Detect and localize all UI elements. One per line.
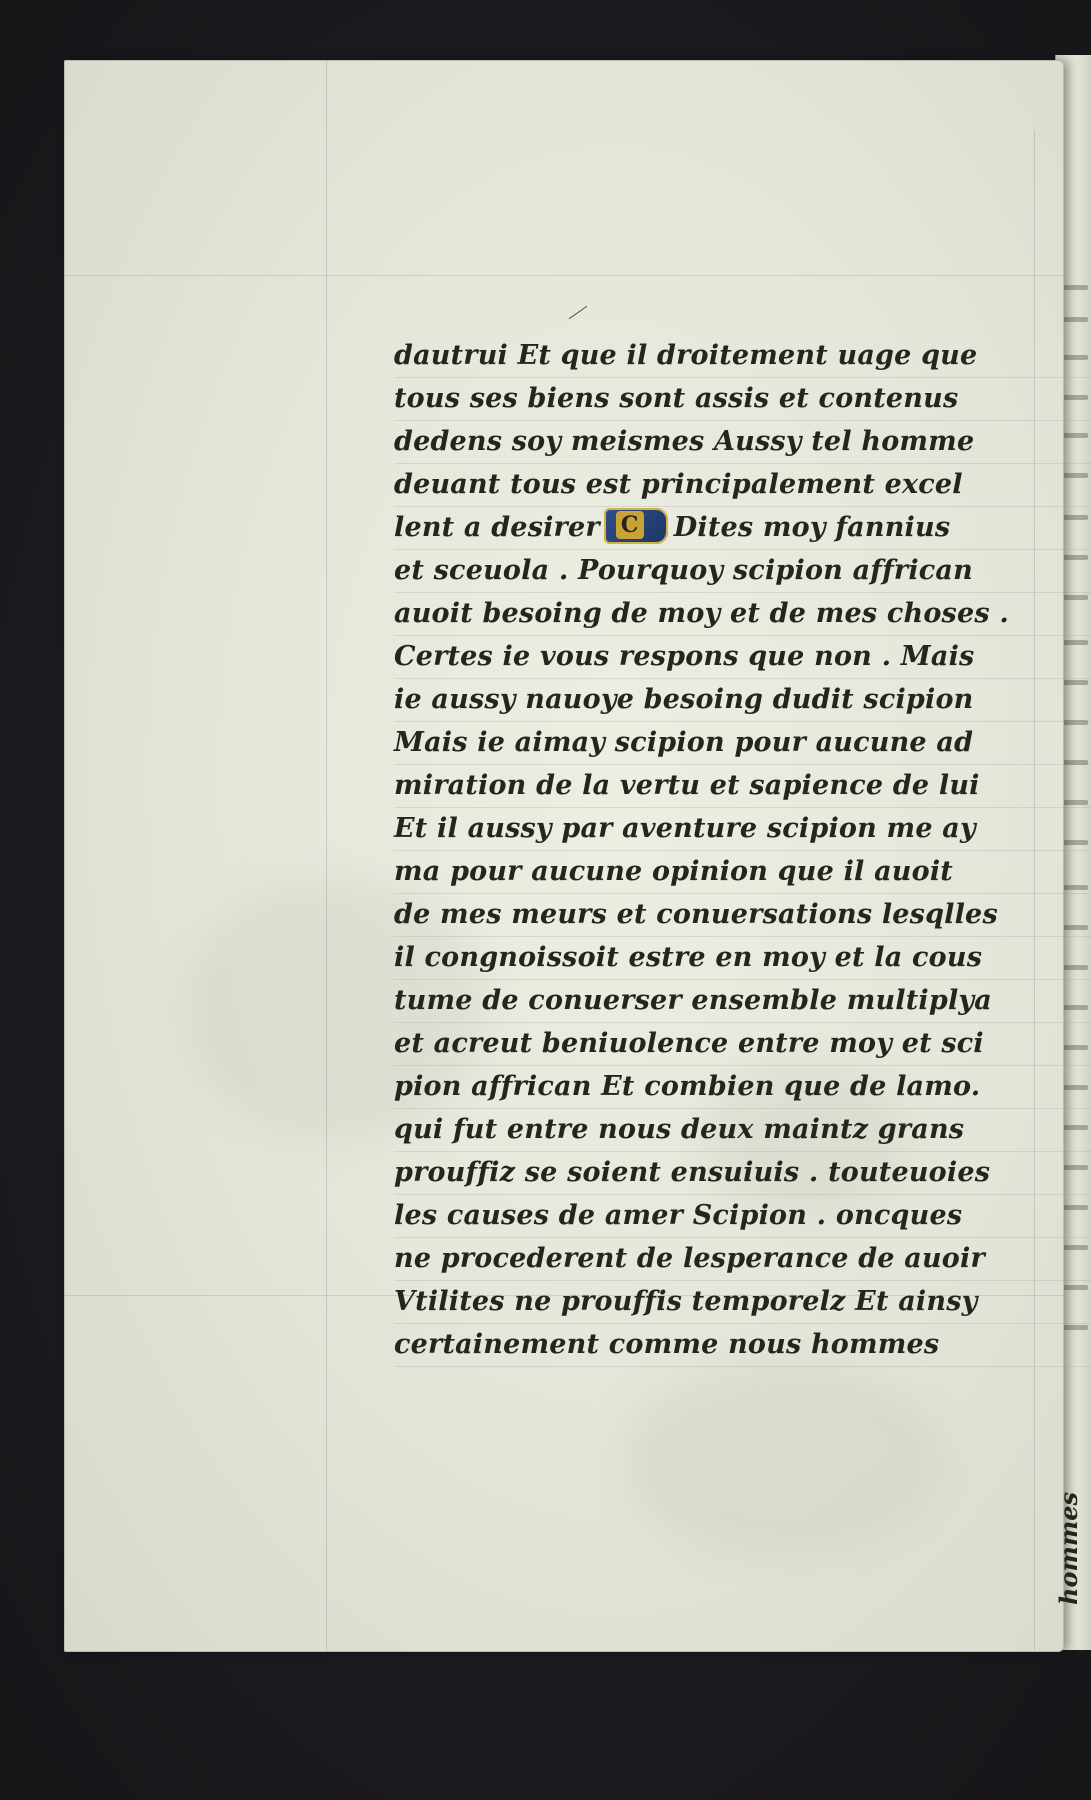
line-text: Certes ie vous respons que non . Mais: [394, 641, 975, 672]
manuscript-line: [394, 980, 1091, 1023]
manuscript-line: [394, 1109, 1091, 1152]
manuscript-line: [394, 1152, 1091, 1195]
line-text: prouffiz se soient ensuiuis . touteuoies: [394, 1157, 991, 1188]
manuscript-line: [394, 894, 1091, 937]
line-text: Mais ie aimay scipion pour aucune ad: [394, 727, 974, 758]
line-text: dautrui Et que il droitement uage que: [394, 340, 978, 371]
line-text: et acreut beniuolence entre moy et sci: [394, 1028, 984, 1059]
ruling-line-top: [64, 275, 1064, 276]
line-text: deuant tous est principalement excel: [394, 469, 963, 500]
manuscript-line: [394, 507, 1091, 550]
line-text: lent a desirer: [394, 512, 600, 543]
text-column: [394, 335, 1091, 1367]
manuscript-line: [394, 593, 1091, 636]
line-text: ne procederent de lesperance de auoir: [394, 1243, 985, 1274]
line-text: certainement comme nous hommes: [394, 1329, 940, 1360]
line-text: il congnoissoit estre en moy et la cous: [394, 942, 983, 973]
line-text: ie aussy nauoye besoing dudit scipion: [394, 684, 974, 715]
line-text: pion affrican Et combien que de lamo.: [394, 1071, 981, 1102]
pen-mark: [569, 306, 588, 319]
line-text: et sceuola . Pourquoy scipion affrican: [394, 555, 973, 586]
line-text: auoit besoing de moy et de mes choses .: [394, 598, 1009, 629]
manuscript-line: [394, 1238, 1091, 1281]
manuscript-line: [394, 1281, 1091, 1324]
catchword: hommes: [1054, 1491, 1083, 1605]
manuscript-line: [394, 464, 1091, 507]
manuscript-line: [394, 1023, 1091, 1066]
manuscript-line: [394, 1324, 1091, 1367]
manuscript-line: [394, 1195, 1091, 1238]
line-text: de mes meurs et conuersations lesqlles: [394, 899, 998, 930]
line-text: les causes de amer Scipion . oncques: [394, 1200, 963, 1231]
ruling-line-vertical-left: [326, 60, 327, 1652]
manuscript-line: [394, 1066, 1091, 1109]
manuscript-line: [394, 636, 1091, 679]
line-text: qui fut entre nous deux maintz grans: [394, 1114, 965, 1145]
line-text: tume de conuerser ensemble multiplya: [394, 985, 992, 1016]
initial-letter: C: [616, 511, 644, 539]
line-text: tous ses biens sont assis et contenus: [394, 383, 959, 414]
manuscript-line: [394, 851, 1091, 894]
manuscript-line: [394, 679, 1091, 722]
illuminated-initial: [604, 508, 668, 544]
manuscript-line: [394, 722, 1091, 765]
manuscript-line: [394, 335, 1091, 378]
manuscript-line: [394, 421, 1091, 464]
line-text: dedens soy meismes Aussy tel homme: [394, 426, 975, 457]
manuscript-line: [394, 765, 1091, 808]
line-text: Dites moy fannius: [673, 512, 951, 543]
line-text: Vtilites ne prouffis temporelz Et ainsy: [394, 1286, 978, 1317]
manuscript-line: [394, 808, 1091, 851]
line-text: miration de la vertu et sapience de lui: [394, 770, 980, 801]
manuscript-page: [64, 60, 1083, 1652]
manuscript-line: [394, 937, 1091, 980]
line-text: ma pour aucune opinion que il auoit: [394, 856, 953, 887]
manuscript-line: [394, 378, 1091, 421]
line-text: Et il aussy par aventure scipion me ay: [394, 813, 976, 844]
manuscript-line: [394, 550, 1091, 593]
